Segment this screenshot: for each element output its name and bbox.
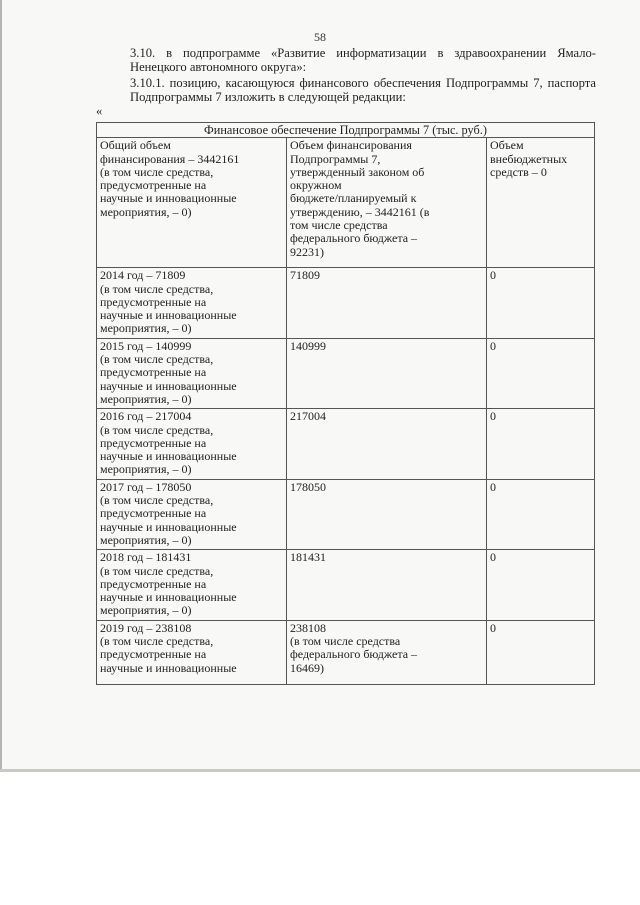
year-cell: 2017 год – 178050 (в том числе средства, предусмотренные на научные и инновационные мероприятия, – 0) [97,479,287,549]
section-heading-text: 3.10. в подпрограмме «Развитие информатизации в здравоохранении Ямало-Ненецкого автономного округа»: [130,46,596,74]
budget-cell: 178050 [287,479,487,549]
table-row [97,479,595,549]
general-extrabudget-cell: Объем внебюджетных средств – 0 [487,138,595,268]
budget-cell: 238108 (в том числе средства федерального бюджета – 16469) [287,620,487,684]
year-cell: 2019 год – 238108 (в том числе средства, предусмотренные на научные и инновационные [97,620,287,684]
extrabudget-cell: 0 [487,338,595,408]
subsection-text: 3.10.1. позицию, касающуюся финансового обеспечения Подпрограммы 7, паспорта Подпрограммы 7 изложить в следующей редакции: [130,76,596,104]
table-header: Финансовое обеспечение Подпрограммы 7 (тыс. руб.) [97,123,595,138]
table-row [97,409,595,479]
page-number: 58 [314,30,326,44]
table-row [97,620,595,684]
page-left-edge [0,0,2,770]
year-cell: 2016 год – 217004 (в том числе средства, предусмотренные на научные и инновационные мероприятия, – 0) [97,409,287,479]
section-heading [96,46,596,74]
year-cell: 2014 год – 71809 (в том числе средства, предусмотренные на научные и инновационные мероприятия, – 0) [97,268,287,338]
extrabudget-cell: 0 [487,268,595,338]
extrabudget-cell: 0 [487,479,595,549]
year-cell: 2018 год – 181431 (в том числе средства, предусмотренные на научные и инновационные мероприятия, – 0) [97,550,287,620]
financing-table [96,122,595,685]
extrabudget-cell: 0 [487,409,595,479]
table-row-general [97,138,595,268]
budget-cell: 217004 [287,409,487,479]
table-row [97,338,595,408]
page-bottom-edge [0,769,640,772]
opening-quote: « [96,104,103,118]
general-budget-cell: Объем финансирования Подпрограммы 7, утвержденный законом об окружном бюджете/планируемый к утверждению, – 3442161 (в том числе средства федерального бюджета – 92231) [287,138,487,268]
budget-cell: 71809 [287,268,487,338]
subsection-paragraph [96,76,596,104]
year-cell: 2015 год – 140999 (в том числе средства, предусмотренные на научные и инновационные мероприятия, – 0) [97,338,287,408]
table-row [97,550,595,620]
general-total-cell: Общий объем финансирования – 3442161 (в том числе средства, предусмотренные на научные и инновационные мероприятия, – 0) [97,138,287,268]
table-row [97,268,595,338]
extrabudget-cell: 0 [487,620,595,684]
table-header-row [97,123,595,138]
budget-cell: 181431 [287,550,487,620]
budget-cell: 140999 [287,338,487,408]
extrabudget-cell: 0 [487,550,595,620]
